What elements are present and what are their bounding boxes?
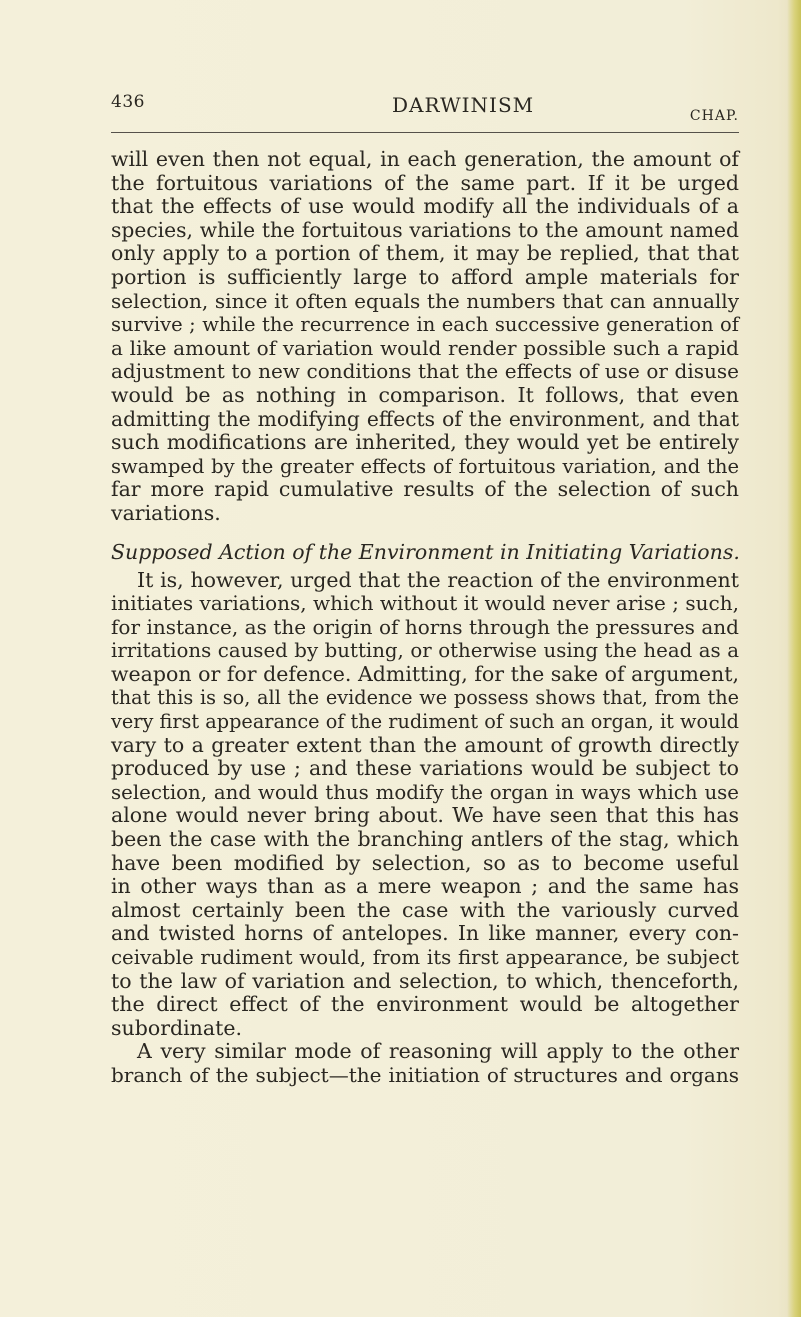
text-line: in other ways than as a mere weapon ; and the same has <box>111 874 739 899</box>
text-line: the direct effect of the environment would be altogether <box>111 992 739 1017</box>
paragraph-1 <box>111 148 739 526</box>
text-line: swamped by the greater effects of fortuitous variation, and the <box>111 454 739 478</box>
text-line: initiates variations, which without it would never arise ; such, <box>111 591 739 616</box>
text-line: species, while the fortuitous variations to the amount named <box>111 217 739 242</box>
running-title: DARWINISM <box>392 93 535 117</box>
text-line: the fortuitous variations of the same part. If it be urged <box>111 170 739 195</box>
text-line: far more rapid cumulative results of the selection of such <box>111 477 739 502</box>
text-line: adjustment to new conditions that the effects of use or disuse <box>111 359 739 384</box>
text-line: only apply to a portion of them, it may be replied, that that <box>111 241 739 266</box>
text-line: portion is sufficiently large to afford ample materials for <box>111 264 739 289</box>
page-number: 436 <box>111 92 145 112</box>
text-line: have been modified by selection, so as to become useful <box>111 850 739 875</box>
paragraph-2 <box>111 569 739 1041</box>
section-heading: Supposed Action of the Environment in Initiating Variations. <box>111 539 740 564</box>
text-line: would be as nothing in comparison. It follows, that even <box>111 382 739 407</box>
text-line: irritations caused by butting, or otherwise using the head as a <box>111 639 739 663</box>
text-line: for instance, as the origin of horns through the pressures and <box>111 614 739 639</box>
text-line: admitting the modifying effects of the environment, and that <box>111 406 739 431</box>
page-header <box>111 84 739 134</box>
page-edge-tint <box>787 0 801 1317</box>
body-text <box>111 148 739 1088</box>
text-line: almost certainly been the case with the variously curved <box>111 897 739 922</box>
text-line: It is, however, urged that the reaction of the environment <box>137 567 739 592</box>
text-line: weapon or for defence. Admitting, for the sake of argument, <box>111 661 739 686</box>
chapter-label: CHAP. <box>689 108 739 124</box>
text-line: will even then not equal, in each generation, the amount of <box>111 147 739 171</box>
text-line: selection, and would thus modify the organ in ways which use <box>111 780 739 804</box>
text-line: branch of the subject—the initiation of structures and organs <box>111 1062 739 1087</box>
text-line: variations. <box>111 500 221 525</box>
text-line: A very similar mode of reasoning will apply to the other <box>137 1039 739 1064</box>
text-line: such modifications are inherited, they would yet be entirely <box>111 430 739 455</box>
text-line: subordinate. <box>111 1015 242 1040</box>
text-line: to the law of variation and selection, to which, thenceforth, <box>111 968 739 993</box>
text-line: survive ; while the recurrence in each successive generation of <box>111 313 739 337</box>
text-line: ceivable rudiment would, from its first appearance, be subject <box>111 946 739 969</box>
text-line: a like amount of variation would render possible such a rapid <box>111 335 739 360</box>
text-line: been the case with the branching antlers of the stag, which <box>111 827 739 852</box>
paragraph-3 <box>111 1040 739 1087</box>
text-line: and twisted horns of antelopes. In like manner, every con- <box>111 921 739 946</box>
header-rule <box>111 132 739 133</box>
text-line: that this is so, all the evidence we possess shows that, from the <box>111 686 739 710</box>
text-line: that the effects of use would modify all the individuals of a <box>111 194 739 219</box>
text-line: vary to a greater extent than the amount of growth directly <box>111 732 739 757</box>
text-line: very first appearance of the rudiment of such an organ, it would <box>111 710 739 734</box>
text-line: produced by use ; and these variations would be subject to <box>111 756 739 781</box>
text-line: selection, since it often equals the numbers that can annually <box>111 288 739 313</box>
text-line: alone would never bring about. We have seen that this has <box>111 803 739 828</box>
